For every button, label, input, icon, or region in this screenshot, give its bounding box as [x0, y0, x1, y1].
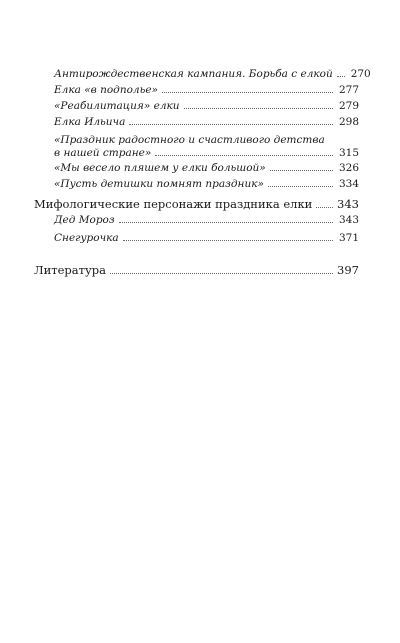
toc-entry-title: «Пусть детишки помнят праздник»: [54, 178, 264, 190]
toc-entry: [34, 214, 359, 227]
dot-leader: [129, 124, 333, 125]
toc-entry-title: «Реабилитация» елки: [54, 100, 180, 112]
toc-entry: [34, 116, 359, 129]
toc-entry-page: 326: [338, 162, 359, 174]
toc-entry-title: Снегурочка: [54, 232, 119, 244]
toc-section-title: Литература: [34, 263, 106, 277]
toc-entry-page: 343: [338, 214, 359, 226]
dot-leader: [184, 108, 333, 109]
dot-leader: [162, 92, 333, 93]
toc-entry-page: 343: [337, 197, 359, 211]
toc-entry: [34, 84, 359, 97]
toc-entry: [34, 232, 359, 245]
toc-entry-page: 279: [338, 100, 359, 112]
toc-entry-title: «Мы весело пляшем у елки большой»: [54, 162, 266, 174]
toc-section-entry: [34, 198, 359, 211]
toc-entry-continuation: [54, 147, 359, 160]
dot-leader: [123, 240, 333, 241]
toc-entry-page: 371: [338, 232, 359, 244]
toc-entry-title: Дед Мороз: [54, 214, 115, 226]
toc-entry-page: 397: [337, 263, 359, 277]
toc-entry-page: 270: [350, 68, 371, 80]
toc-entry-page: 334: [338, 178, 359, 190]
toc-entry: [34, 162, 359, 175]
toc-entry-title: Антирождественская кампания. Борьба с елкой: [54, 68, 333, 80]
toc-entry-page: 298: [338, 116, 359, 128]
dot-leader: [316, 207, 333, 208]
dot-leader: [268, 186, 333, 187]
dot-leader: [337, 76, 345, 77]
toc-entry-title: «Праздник радостного и счастливого детства: [54, 134, 325, 146]
dot-leader: [119, 222, 333, 223]
toc-section-title: Мифологические персонажи праздника елки: [34, 197, 313, 211]
toc-entry-page: 315: [338, 147, 359, 159]
toc-entry: [34, 178, 359, 191]
dot-leader: [155, 155, 333, 156]
dot-leader: [110, 273, 333, 274]
toc-entry-title-continued: в нашей стране»: [54, 147, 152, 159]
toc-entry: [34, 134, 359, 160]
toc-section-entry: [34, 264, 359, 277]
toc-entry-page: 277: [338, 84, 359, 96]
dot-leader: [270, 170, 333, 171]
toc-entry: [34, 68, 371, 81]
toc-entry-title: Елка Ильича: [54, 116, 126, 128]
toc-entry: [34, 100, 359, 113]
toc-entry-title: Елка «в подполье»: [54, 84, 158, 96]
